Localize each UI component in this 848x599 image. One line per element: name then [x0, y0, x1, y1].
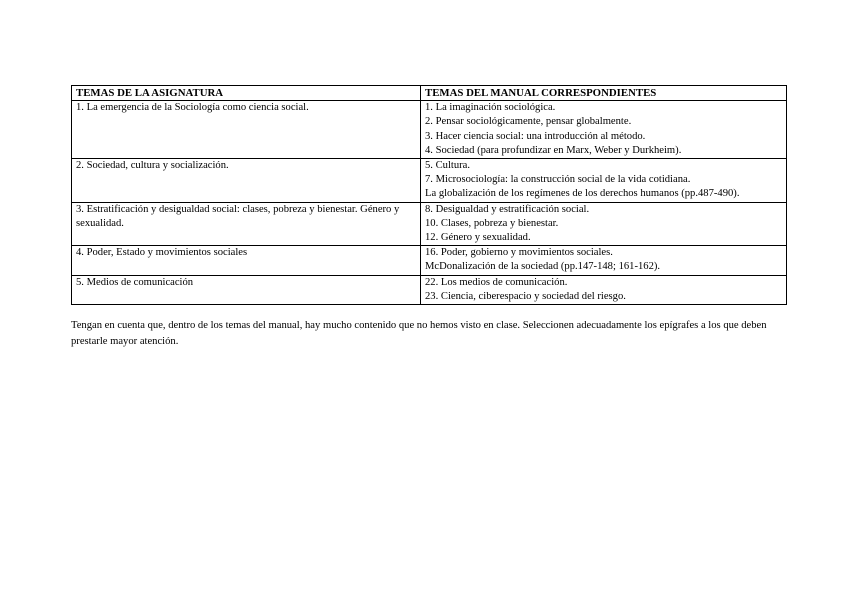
subject-topic-cell: 1. La emergencia de la Sociología como ciencia social.: [72, 101, 421, 159]
instructions-note: Tengan en cuenta que, dentro de los temas del manual, hay mucho contenido que no hemos visto en clase. Seleccionen adecuadamente los epígrafes a los que deben prestarle mayor atención.: [71, 320, 767, 347]
table-row: [72, 275, 787, 304]
manual-topic: 4. Sociedad (para profundizar en Marx, Weber y Durkheim).: [425, 144, 682, 156]
manual-topic: 1. La imaginación sociológica.: [425, 102, 556, 114]
manual-topic: McDonalización de la sociedad (pp.147-148; 161-162).: [425, 261, 661, 273]
subject-topic-cell: 2. Sociedad, cultura y socialización.: [72, 159, 421, 203]
subject-topic-cell: 5. Medios de comunicación: [72, 275, 421, 304]
manual-topic: 16. Poder, gobierno y movimientos sociales.: [425, 247, 613, 259]
manual-topic: 2. Pensar sociológicamente, pensar globalmente.: [425, 116, 632, 128]
manual-topic: 22. Los medios de comunicación.: [425, 276, 568, 288]
manual-topics-cell: [421, 202, 787, 246]
manual-topic: 5. Cultura.: [425, 160, 471, 172]
header-subject-topics: TEMAS DE LA ASIGNATURA: [72, 86, 421, 101]
topics-table: [71, 85, 787, 305]
subject-topic-cell: 4. Poder, Estado y movimientos sociales: [72, 246, 421, 275]
table-row: [72, 246, 787, 275]
table-row: [72, 101, 787, 159]
manual-topic: 8. Desigualdad y estratificación social.: [425, 203, 590, 215]
manual-topics-cell: [421, 101, 787, 159]
manual-topic: 3. Hacer ciencia social: una introducción al método.: [425, 130, 646, 142]
manual-topics-cell: [421, 159, 787, 203]
manual-topic: 7. Microsociología: la construcción social de la vida cotidiana.: [425, 174, 691, 186]
table-header-row: [72, 86, 787, 101]
header-manual-topics: TEMAS DEL MANUAL CORRESPONDIENTES: [421, 86, 787, 101]
manual-topic: 23. Ciencia, ciberespacio y sociedad del riesgo.: [425, 290, 626, 302]
manual-topic: La globalización de los regímenes de los derechos humanos (pp.487-490).: [425, 188, 740, 200]
table-row: [72, 159, 787, 203]
manual-topic: 12. Género y sexualidad.: [425, 232, 531, 244]
manual-topics-cell: [421, 246, 787, 275]
manual-topics-cell: [421, 275, 787, 304]
table-row: [72, 202, 787, 246]
manual-topic: 10. Clases, pobreza y bienestar.: [425, 217, 559, 229]
subject-topic-cell: 3. Estratificación y desigualdad social: clases, pobreza y bienestar. Género y sexualidad.: [72, 202, 421, 246]
